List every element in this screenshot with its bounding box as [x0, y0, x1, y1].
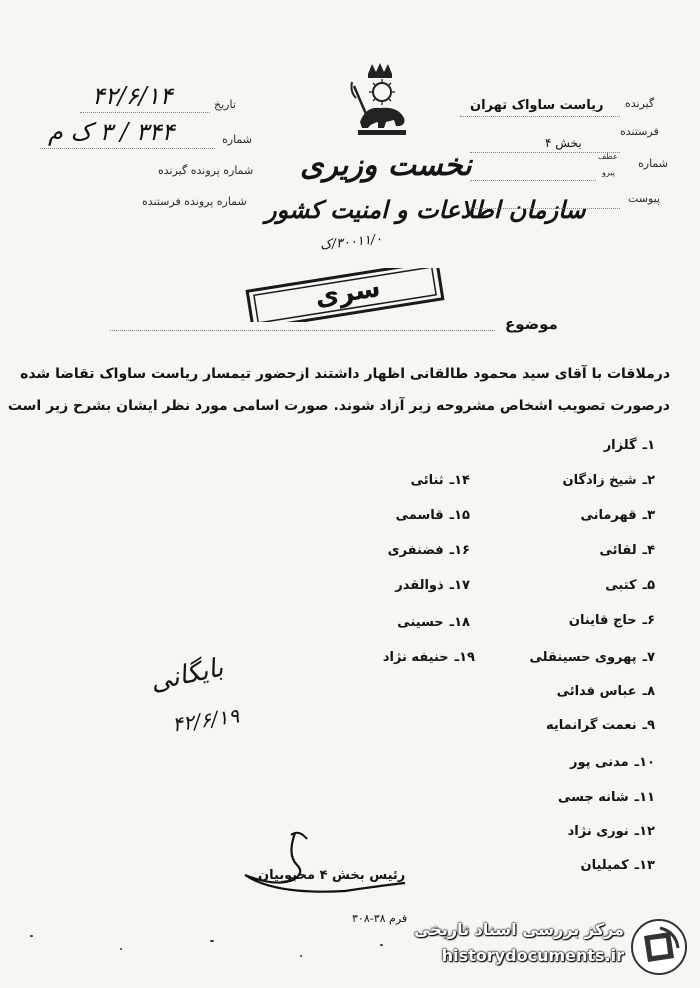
attachment-label: پیوست [628, 192, 661, 205]
subject-label: موضوع [505, 315, 558, 333]
list-item [599, 543, 655, 558]
list-item [383, 650, 475, 665]
watermark [414, 912, 688, 984]
list-item-number: ۱۴ـ [449, 473, 470, 488]
list-item [604, 438, 655, 453]
list-item-number: ۵ـ [642, 578, 655, 593]
list-item [557, 684, 655, 699]
list-item-name: حسینی [397, 615, 444, 630]
list-item-name: فضنفری [387, 543, 444, 558]
list-item-name: ثنائی [410, 473, 444, 488]
form-code: فرم ۳۸-۳۰۸ [352, 912, 408, 925]
letterhead-title: نخست وزیری [300, 148, 472, 183]
list-item [558, 790, 655, 805]
ref-number-sub2: پیرو [602, 168, 615, 177]
list-item-name: عباس فدائی [556, 684, 637, 699]
sender-label: فرستنده [620, 125, 659, 138]
date-rule [80, 112, 210, 113]
number-rule [40, 148, 215, 149]
list-item-name: کتبی [605, 578, 637, 593]
watermark-url: historydocuments.ir [441, 946, 624, 965]
list-item-name: شیخ زادگان [562, 473, 637, 488]
receiver-label: گیرنده [625, 97, 655, 110]
list-item-number: ۱۱ـ [634, 790, 655, 805]
list-item-name: نعمت گرانمایه [546, 718, 637, 733]
receiver-file-label: شماره پرونده گیرنده [158, 164, 254, 177]
list-item-name: لقائی [599, 543, 637, 558]
secret-stamp [245, 268, 445, 322]
list-item [411, 473, 470, 488]
list-item-number: ۳ـ [642, 508, 655, 523]
ref-number-label: شماره [638, 157, 669, 170]
body-line-1: درملاقات با آقای سید محمود طالقانی اظهار داشتند ازحضور تیمسار ریاست ساواک تقاضا شده [20, 366, 670, 382]
list-item-number: ۹ـ [642, 718, 655, 733]
list-item [397, 615, 470, 630]
list-item-number: ۱ـ [642, 438, 655, 453]
list-item-name: ذوالقدر [395, 578, 444, 593]
list-item [395, 578, 470, 593]
list-item [580, 508, 655, 523]
list-item-name: گلزار [603, 438, 637, 453]
signature-title: رئیس بخش ۴ محبوبیان [258, 868, 406, 883]
list-item-number: ۱۵ـ [449, 508, 470, 523]
list-item-number: ۱۹ـ [454, 650, 475, 665]
archive-note: بایگانی [147, 652, 226, 698]
list-item [388, 543, 470, 558]
list-item-name: حنیفه نژاد [382, 650, 449, 665]
subject-rule [110, 330, 495, 331]
list-item-number: ۱۲ـ [634, 824, 655, 839]
list-item [568, 824, 655, 839]
attachment-rule [470, 208, 620, 209]
date-label: تاریخ [214, 98, 236, 111]
list-item-name: مدنی پور [570, 755, 629, 770]
list-item-number: ۶ـ [642, 613, 655, 628]
list-item-number: ۱۳ـ [634, 858, 655, 873]
number-label: شماره [222, 133, 253, 146]
list-item-number: ۲ـ [642, 473, 655, 488]
body-line-2: درصورت تصویب اشخاص مشروحه زیر آزاد شوند. صورت اسامی مورد نظر ایشان بشرح زیر است [7, 398, 670, 414]
list-item-number: ۷ـ [642, 650, 655, 665]
lion-and-sun-emblem [340, 62, 420, 142]
secret-stamp-text: سری [313, 273, 383, 313]
list-item-number: ۸ـ [642, 684, 655, 699]
archive-date: ۴۲/۶/۱۹ [170, 703, 241, 737]
ref-number-sub1: عطف [598, 152, 618, 161]
letterhead-organization: سازمان اطلاعات و امنیت کشور [265, 195, 586, 224]
sender-file-label: شماره پرونده فرستنده [142, 195, 247, 208]
receiver-rule [460, 116, 620, 117]
list-item [562, 473, 655, 488]
list-item [569, 613, 655, 628]
signature-scribble [235, 825, 415, 900]
list-item-number: ۱۶ـ [449, 543, 470, 558]
list-item-name: پهروی حسینقلی [529, 650, 637, 665]
list-item-name: شانه جسی [557, 790, 629, 805]
watermark-title: مرکز بررسی اسناد تاریخی [414, 920, 624, 939]
list-item-name: کمیلیان [580, 858, 629, 873]
list-item-number: ۱۰ـ [634, 755, 655, 770]
list-item-number: ۴ـ [642, 543, 655, 558]
ref-number-rule [470, 180, 596, 181]
list-item-name: نوری نژاد [567, 824, 629, 839]
list-item [396, 508, 470, 523]
list-item [570, 755, 655, 770]
list-item [530, 650, 656, 665]
list-item [580, 858, 655, 873]
list-item-name: قهرمانی [580, 508, 637, 523]
date-value: ۴۲/۶/۱۴ [92, 82, 173, 110]
list-item-number: ۱۷ـ [449, 578, 470, 593]
list-item-number: ۱۸ـ [449, 615, 470, 630]
receiver-value: ریاست ساواک تهران [470, 98, 604, 113]
list-item-name: قاسمی [395, 508, 444, 523]
list-item-name: حاج قاینان [568, 613, 637, 628]
number-value: ۳۴۴ / ۳ ک م [48, 118, 175, 146]
archive-logo-icon [630, 918, 688, 976]
list-item [546, 718, 655, 733]
sender-value: بخش ۴ [545, 136, 582, 150]
list-item [605, 578, 655, 593]
letterhead-reference: ۳۰۰۱۱/۰/ک [319, 231, 383, 254]
